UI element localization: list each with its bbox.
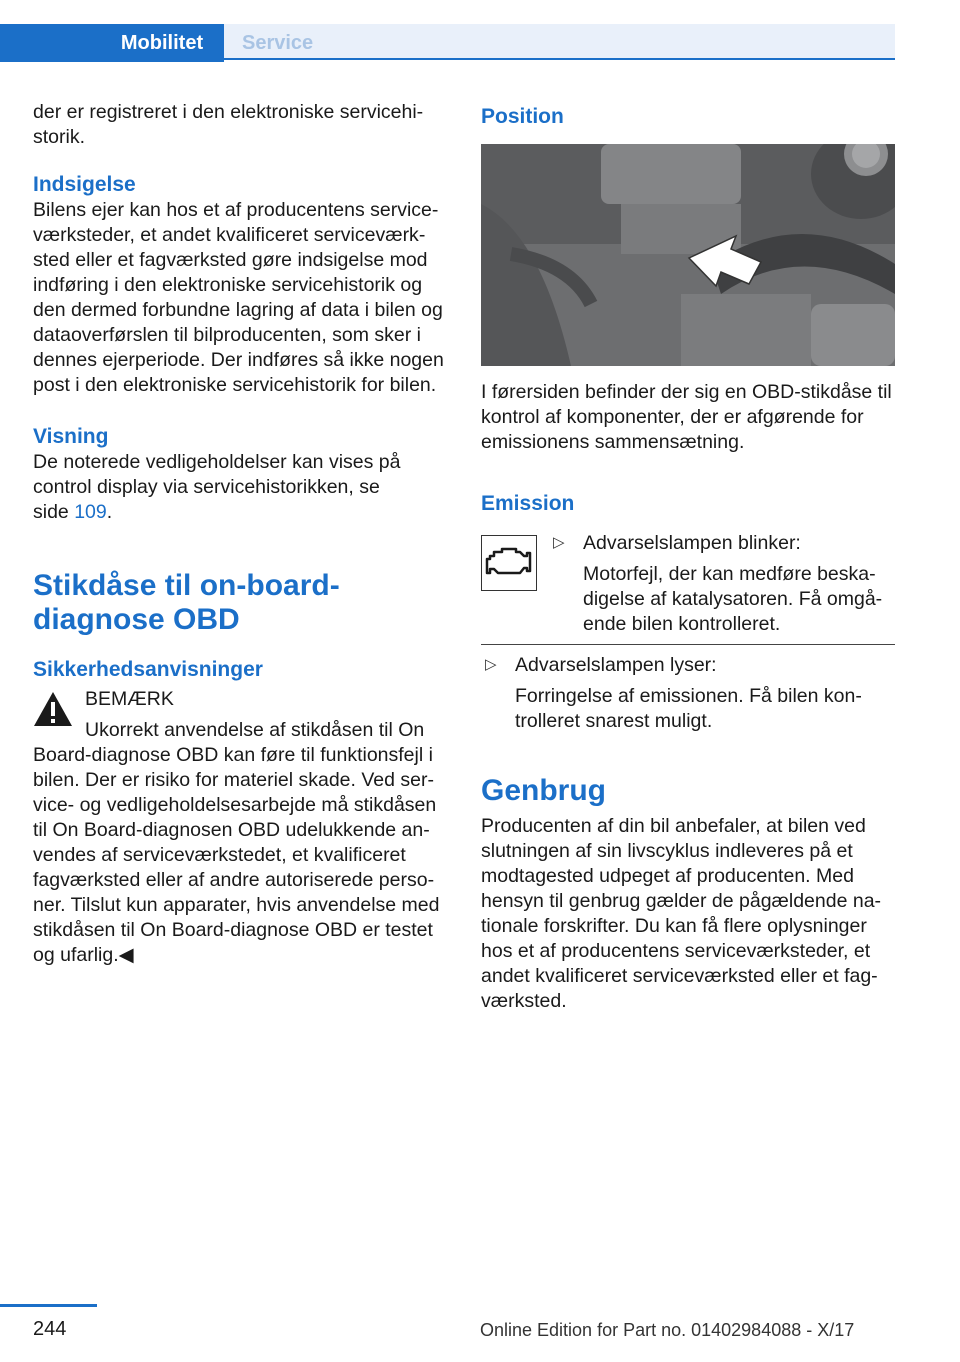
tab-mobilitet[interactable]: Mobilitet <box>100 24 224 62</box>
position-text: I førersiden befinder der sig en OBD-stikdåse til kontrol af komponenter, der er afgørende for emissionens sammensætning. <box>481 381 892 453</box>
car-interior-illustration <box>481 144 895 366</box>
item-detail: Motorfejl, der kan medføre beskadigelse af katalysatoren. Få omgående bilen kontrolleret. <box>583 563 883 635</box>
list-item <box>549 531 895 637</box>
emission-heading: Emission <box>481 492 575 515</box>
position-heading: Position <box>481 105 564 128</box>
page-reference-link[interactable]: 109 <box>74 501 107 523</box>
warning-note <box>33 687 449 968</box>
bullet-triangle-icon: ▷ <box>553 534 565 551</box>
left-column <box>33 100 449 968</box>
end-mark: ◀ <box>118 944 134 966</box>
intro-text: der er registreret i den elektroniske servicehistorik. <box>33 101 424 148</box>
header-accent-bar <box>0 24 100 62</box>
visning-text <box>33 450 449 525</box>
right-column <box>481 100 895 1014</box>
visning-period: . <box>106 501 113 523</box>
item-detail: Forringelse af emissionen. Få bilen kontrolleret snarest muligt. <box>515 685 862 732</box>
list-divider <box>481 644 895 734</box>
indsigelse-heading: Indsigelse <box>33 173 136 196</box>
item-label: Advarselslampen blinker: <box>583 532 801 554</box>
page-header <box>0 0 895 62</box>
item-label: Advarselslampen lyser: <box>515 654 717 676</box>
genbrug-text: Producenten af din bil anbefaler, at bilen ved slutningen af sin livscyklus indleveres på et modtagested udpeget af producenten. Med hensyn til genbrug gælder de pågældende nationale forskrifter. Du kan få flere oplysninger hos et af producentens serviceværksteder, et andet kvalificeret serviceværksted eller et fagværksted. <box>481 815 882 1012</box>
page-number-rule <box>0 1304 97 1307</box>
visning-heading: Visning <box>33 425 109 448</box>
safety-heading: Sikkerhedsanvisninger <box>33 658 263 681</box>
note-label: BEMÆRK <box>85 688 174 710</box>
page-number: 244 <box>33 1318 67 1340</box>
bullet-triangle-icon: ▷ <box>485 656 497 673</box>
section-title: Stikdåse til on-board-diagnose OBD <box>33 569 340 636</box>
note-body: Ukorrekt anvendelse af stikdåsen til On Board-diagnose OBD kan føre til funktionsfejl i bilen. Der er risiko for materiel skade. Ved service- og vedligeholdelsesarbejde må stikdåsen til On Board-diagnosen OBD udelukkende anvendes af serviceværkstedet, et kvalificeret fagværksted eller af andre autoriserede personer. Tilslut kun apparater, hvis anvendelse med stikdåsen til On Board-diagnose OBD er testet og ufarlig. <box>33 719 440 966</box>
note-text <box>33 718 449 968</box>
visning-body: De noterede vedligeholdelser kan vises på control display via servicehistorikken, se <box>33 451 401 498</box>
engine-check-icon <box>481 535 537 591</box>
edition-footer: Online Edition for Part no. 01402984088 - X/17 <box>480 1320 855 1340</box>
visning-side-word: side <box>33 501 69 523</box>
warning-triangle-icon <box>33 691 73 727</box>
tab-service[interactable]: Service <box>224 24 895 60</box>
emission-section <box>481 531 895 637</box>
list-item <box>481 653 895 734</box>
obd-location-photo <box>481 144 895 366</box>
genbrug-heading: Genbrug <box>481 774 606 807</box>
indsigelse-text: Bilens ejer kan hos et af producentens serviceværksteder, et andet kvalificeret serviceværksted eller et fagværksted gøre indsigelse mod indføring i den elektroniske servicehistorik og den dermed forbundne lagring af data i bilen og dataoverførslen til bilproducenten, som sker i dennes ejerperiode. Der indføres så ikke nogen post i den elektroniske servicehistorik for bilen. <box>33 199 444 396</box>
emission-list <box>549 531 895 637</box>
